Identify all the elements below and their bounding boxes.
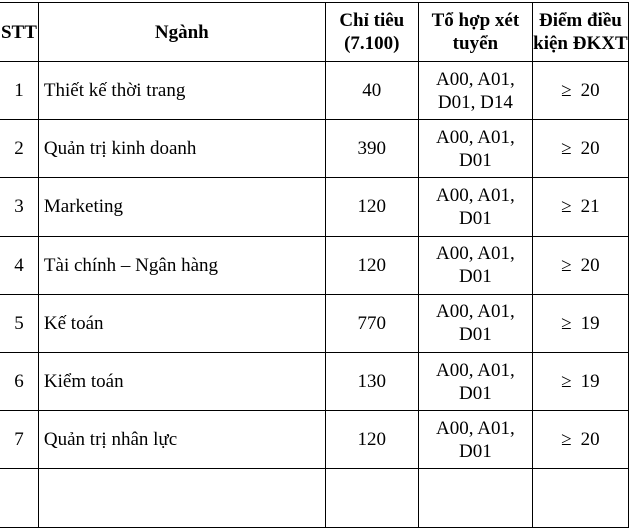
row-diem: 19 bbox=[580, 371, 600, 393]
geq-symbol: ≥ bbox=[561, 138, 572, 160]
row-diem: 20 bbox=[580, 254, 600, 276]
row-chi-tieu: 130 bbox=[325, 352, 418, 410]
table-row bbox=[0, 294, 629, 352]
row-diem: 19 bbox=[580, 312, 600, 334]
row-stt: 3 bbox=[0, 178, 38, 236]
table-row bbox=[0, 178, 629, 236]
geq-symbol: ≥ bbox=[561, 429, 572, 451]
row-to-hop: A00, A01, D01 bbox=[418, 120, 532, 178]
row-stt: 5 bbox=[0, 294, 38, 352]
row-stt: 6 bbox=[0, 352, 38, 410]
row-diem-cell bbox=[532, 352, 628, 410]
row-to-hop: A00, A01, D01 bbox=[418, 352, 532, 410]
geq-symbol: ≥ bbox=[561, 312, 572, 334]
row-chi-tieu: 390 bbox=[325, 120, 418, 178]
row-diem-cell bbox=[532, 62, 628, 120]
table-row-partial bbox=[0, 469, 629, 527]
header-nganh: Ngành bbox=[38, 3, 325, 62]
row-chi-tieu: 770 bbox=[325, 294, 418, 352]
row-diem: 20 bbox=[580, 429, 600, 451]
table-row bbox=[0, 120, 629, 178]
table-body bbox=[0, 62, 629, 528]
admission-table bbox=[0, 2, 629, 528]
row-stt: 4 bbox=[0, 236, 38, 294]
header-row bbox=[0, 3, 629, 62]
geq-symbol: ≥ bbox=[561, 371, 572, 393]
row-nganh: Quản trị nhân lực bbox=[38, 411, 325, 469]
row-to-hop: A00, A01, D01, D14 bbox=[418, 62, 532, 120]
row-to-hop: A00, A01, D01 bbox=[418, 178, 532, 236]
geq-symbol: ≥ bbox=[561, 80, 572, 102]
row-stt: 1 bbox=[0, 62, 38, 120]
row-diem: 20 bbox=[580, 138, 600, 160]
header-chi-tieu: Chỉ tiêu (7.100) bbox=[325, 3, 418, 62]
row-to-hop: A00, A01, D01 bbox=[418, 294, 532, 352]
header-to-hop: Tổ hợp xét tuyển bbox=[418, 3, 532, 62]
row-nganh: Tài chính – Ngân hàng bbox=[38, 236, 325, 294]
table-row bbox=[0, 62, 629, 120]
row-diem: 20 bbox=[580, 80, 600, 102]
row-to-hop: A00, A01, D01 bbox=[418, 411, 532, 469]
row-stt: 7 bbox=[0, 411, 38, 469]
row-nganh: Kiểm toán bbox=[38, 352, 325, 410]
geq-symbol: ≥ bbox=[561, 196, 572, 218]
row-chi-tieu: 120 bbox=[325, 178, 418, 236]
row-diem: 21 bbox=[580, 196, 600, 218]
row-nganh: Kế toán bbox=[38, 294, 325, 352]
row-to-hop: A00, A01, D01 bbox=[418, 236, 532, 294]
table-row bbox=[0, 236, 629, 294]
row-diem-cell bbox=[532, 411, 628, 469]
geq-symbol: ≥ bbox=[561, 254, 572, 276]
row-nganh: Marketing bbox=[38, 178, 325, 236]
header-stt: STT bbox=[0, 3, 38, 62]
row-chi-tieu: 120 bbox=[325, 236, 418, 294]
row-diem-cell bbox=[532, 120, 628, 178]
table-row bbox=[0, 411, 629, 469]
row-chi-tieu: 40 bbox=[325, 62, 418, 120]
table-row bbox=[0, 352, 629, 410]
row-nganh: Quản trị kinh doanh bbox=[38, 120, 325, 178]
row-nganh: Thiết kế thời trang bbox=[38, 62, 325, 120]
row-stt: 2 bbox=[0, 120, 38, 178]
row-chi-tieu: 120 bbox=[325, 411, 418, 469]
header-diem: Điểm điều kiện ĐKXT bbox=[532, 3, 628, 62]
row-diem-cell bbox=[532, 294, 628, 352]
row-diem-cell bbox=[532, 236, 628, 294]
row-diem-cell bbox=[532, 178, 628, 236]
